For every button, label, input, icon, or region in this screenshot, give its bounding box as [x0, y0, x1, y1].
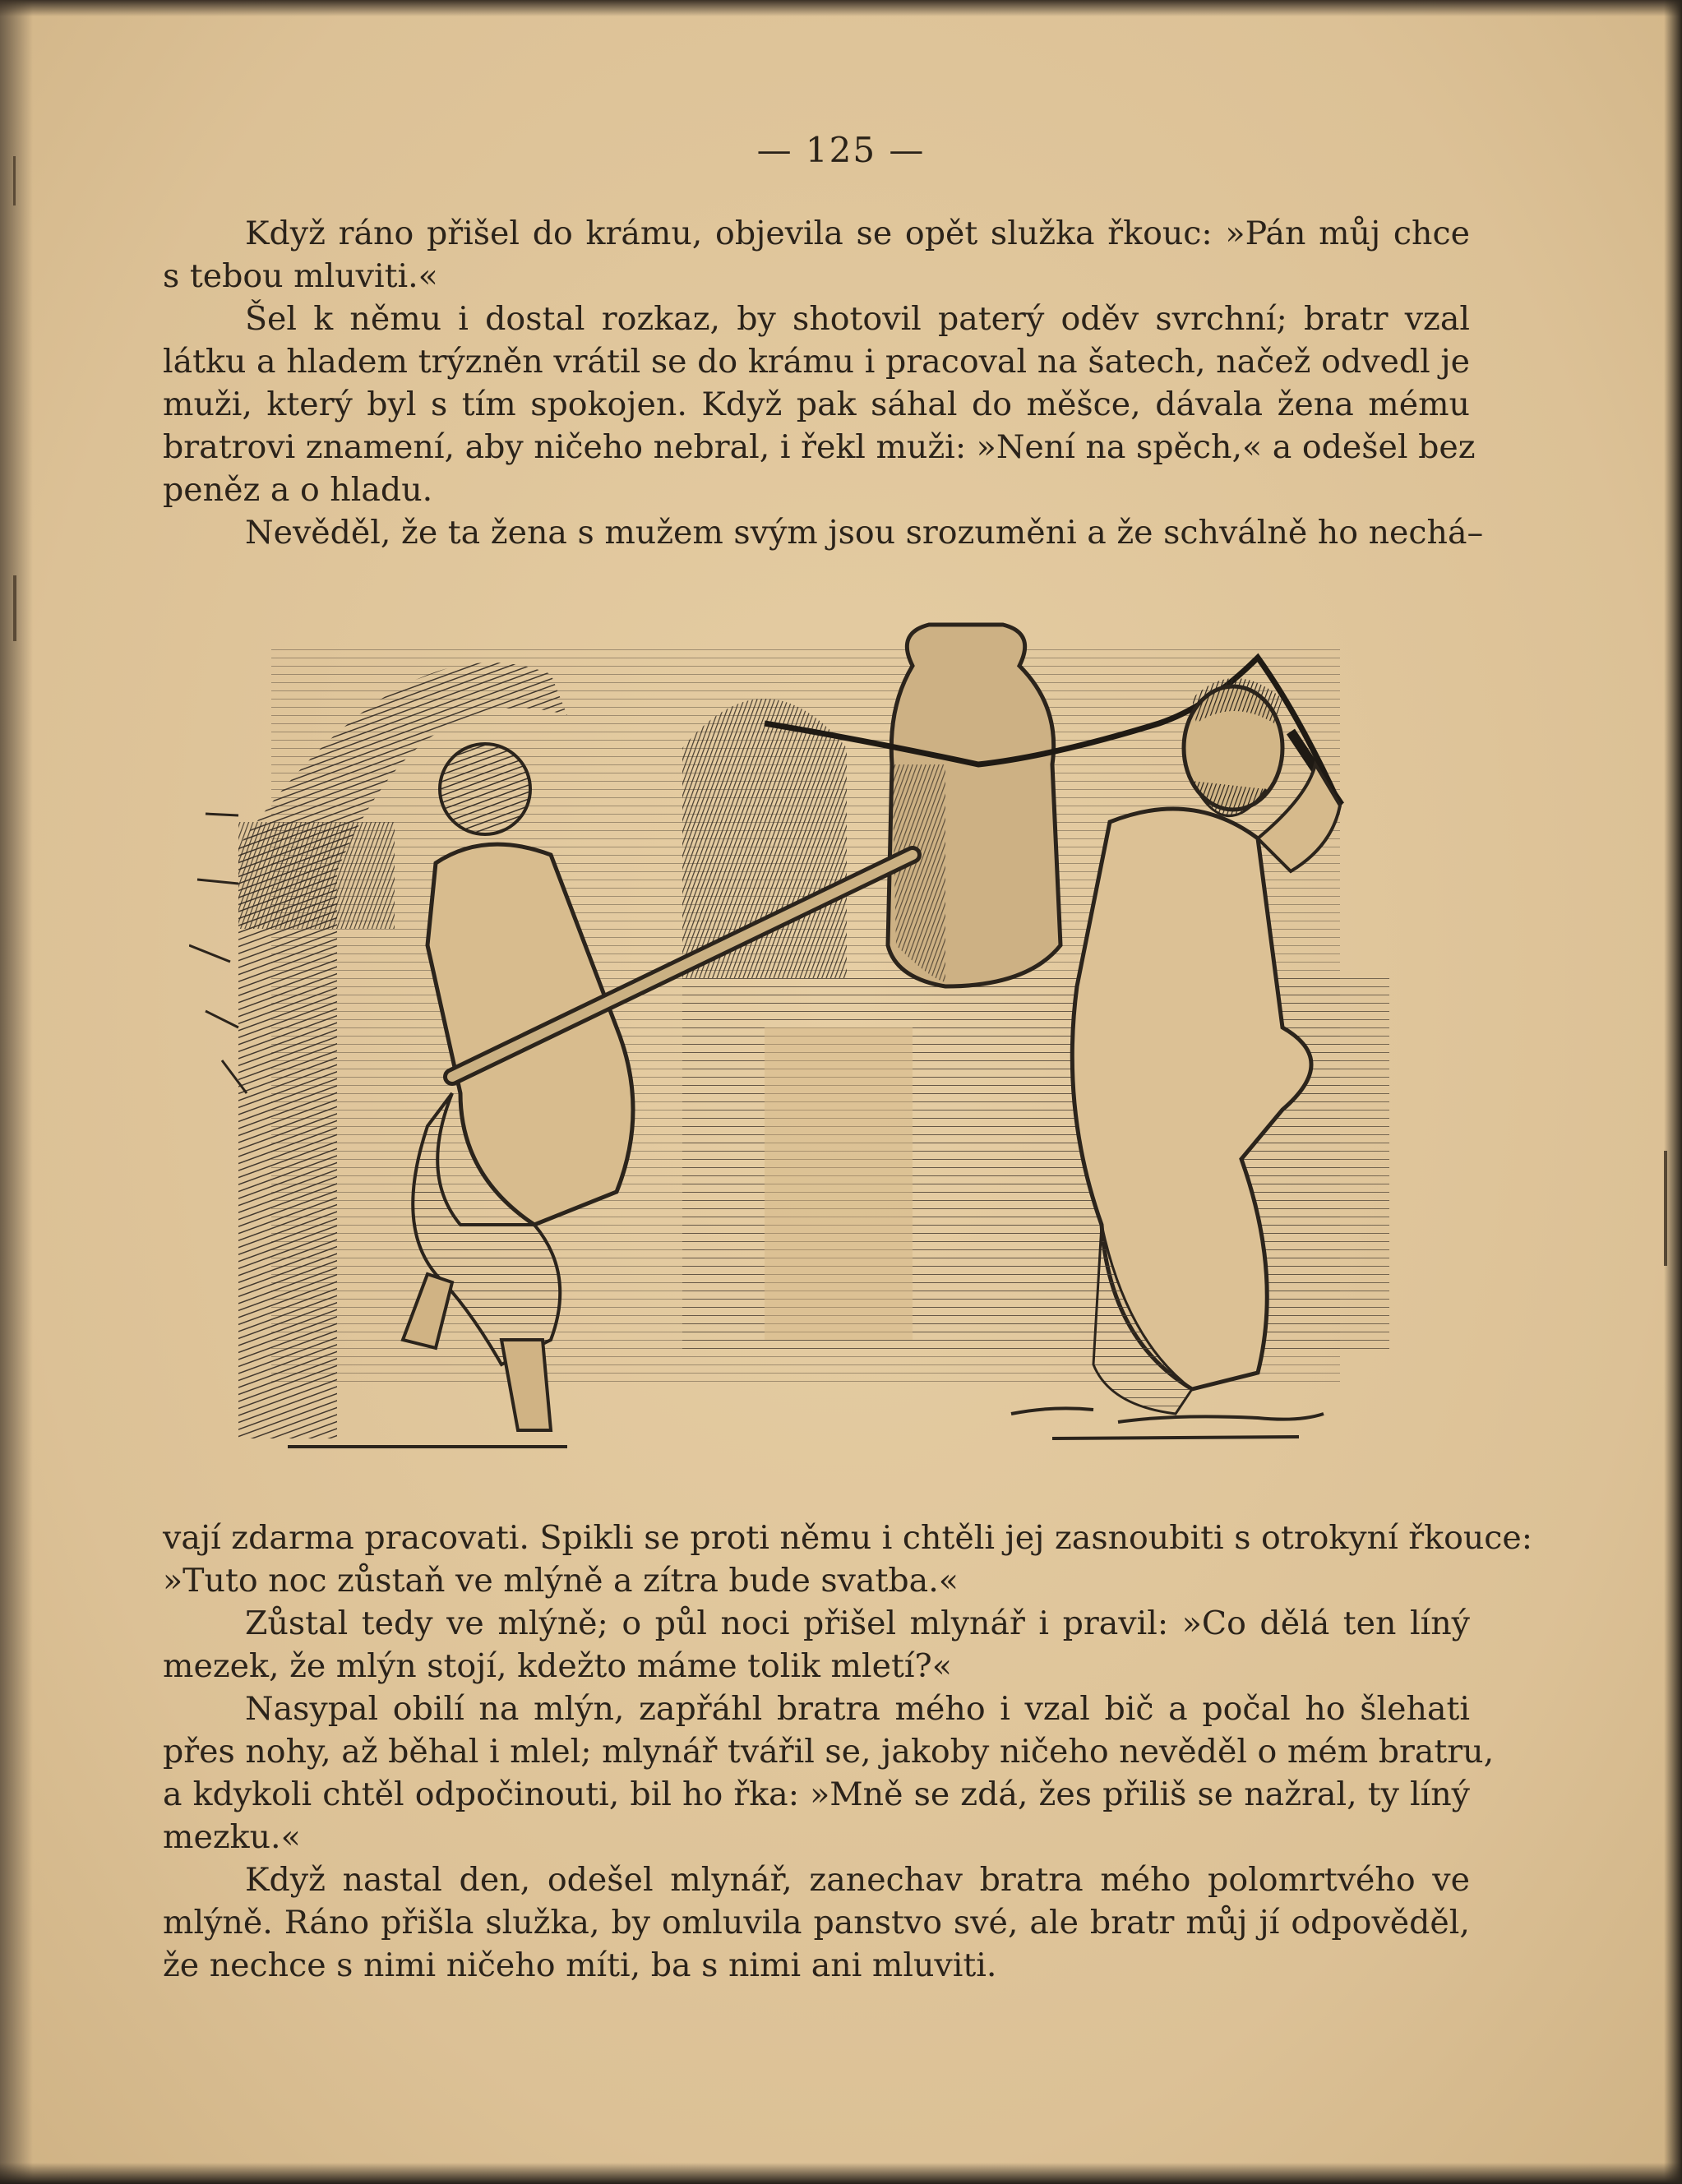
right-margin-mark [1664, 1151, 1667, 1266]
text-line: a kdykoli chtěl odpočinouti, bil ho řka: »Mně se zdá, žes přiliš se nažral, ty líný [163, 1775, 1470, 1813]
left-margin-mark [13, 575, 16, 641]
text-line: Šel k němu i dostal rozkaz, by shotovil paterý oděv svrchní; bratr vzal [245, 300, 1470, 338]
text-line: Nevěděl, že ta žena s mužem svým jsou srozuměni a že schválně ho nechá– [245, 514, 1484, 552]
text-line: Zůstal tedy ve mlýně; o půl noci přišel mlynář i pravil: »Co dělá ten líný [245, 1605, 1470, 1642]
text-line: mlýně. Ráno přišla služka, by omluvila panstvo své, ale bratr můj jí odpověděl, [163, 1904, 1470, 1942]
page-number: — 125 — [756, 130, 926, 170]
text-line: Když ráno přišel do krámu, objevila se opět služka řkouc: »Pán můj chce [245, 215, 1470, 252]
illustration-svg [189, 600, 1447, 1480]
top-text-block [163, 212, 1484, 554]
text-line: muži, který byl s tím spokojen. Když pak sáhal do měšce, dávala žena mému [163, 386, 1470, 423]
text-line: přes nohy, až běhal i mlel; mlynář tvářil se, jakoby ničeho nevěděl o mém bratru, [163, 1733, 1495, 1771]
page-top-edge [0, 0, 1682, 16]
text-line: látku a hladem trýzněn vrátil se do krámu i pracoval na šatech, načež odvedl je [163, 343, 1470, 381]
text-line: s tebou mluviti.« [163, 257, 438, 295]
text-line: Když nastal den, odešel mlynář, zanechav bratra mého polomrtvého ve [245, 1861, 1470, 1899]
text-line: peněz a o hladu. [163, 471, 433, 509]
bottom-text-block [163, 1517, 1533, 1987]
engraving-illustration [189, 600, 1447, 1480]
text-line: »Tuto noc zůstaň ve mlýně a zítra bude svatba.« [163, 1562, 959, 1600]
text-line: bratrovi znamení, aby ničeho nebral, i řekl muži: »Není na spěch,« a odešel bez [163, 428, 1476, 466]
text-line: mezku.« [163, 1818, 301, 1856]
text-line: mezek, že mlýn stojí, kdežto máme tolik mletí?« [163, 1647, 952, 1685]
text-line: že nechce s nimi ničeho míti, ba s nimi ani mluviti. [163, 1946, 997, 1984]
text-line: Nasypal obilí na mlýn, zapřáhl bratra mého i vzal bič a počal ho šlehati [245, 1690, 1470, 1728]
text-line: vají zdarma pracovati. Spikli se proti němu i chtěli jej zasnoubiti s otrokyní řkouce: [163, 1519, 1533, 1557]
page-bottom-edge [0, 2163, 1682, 2184]
